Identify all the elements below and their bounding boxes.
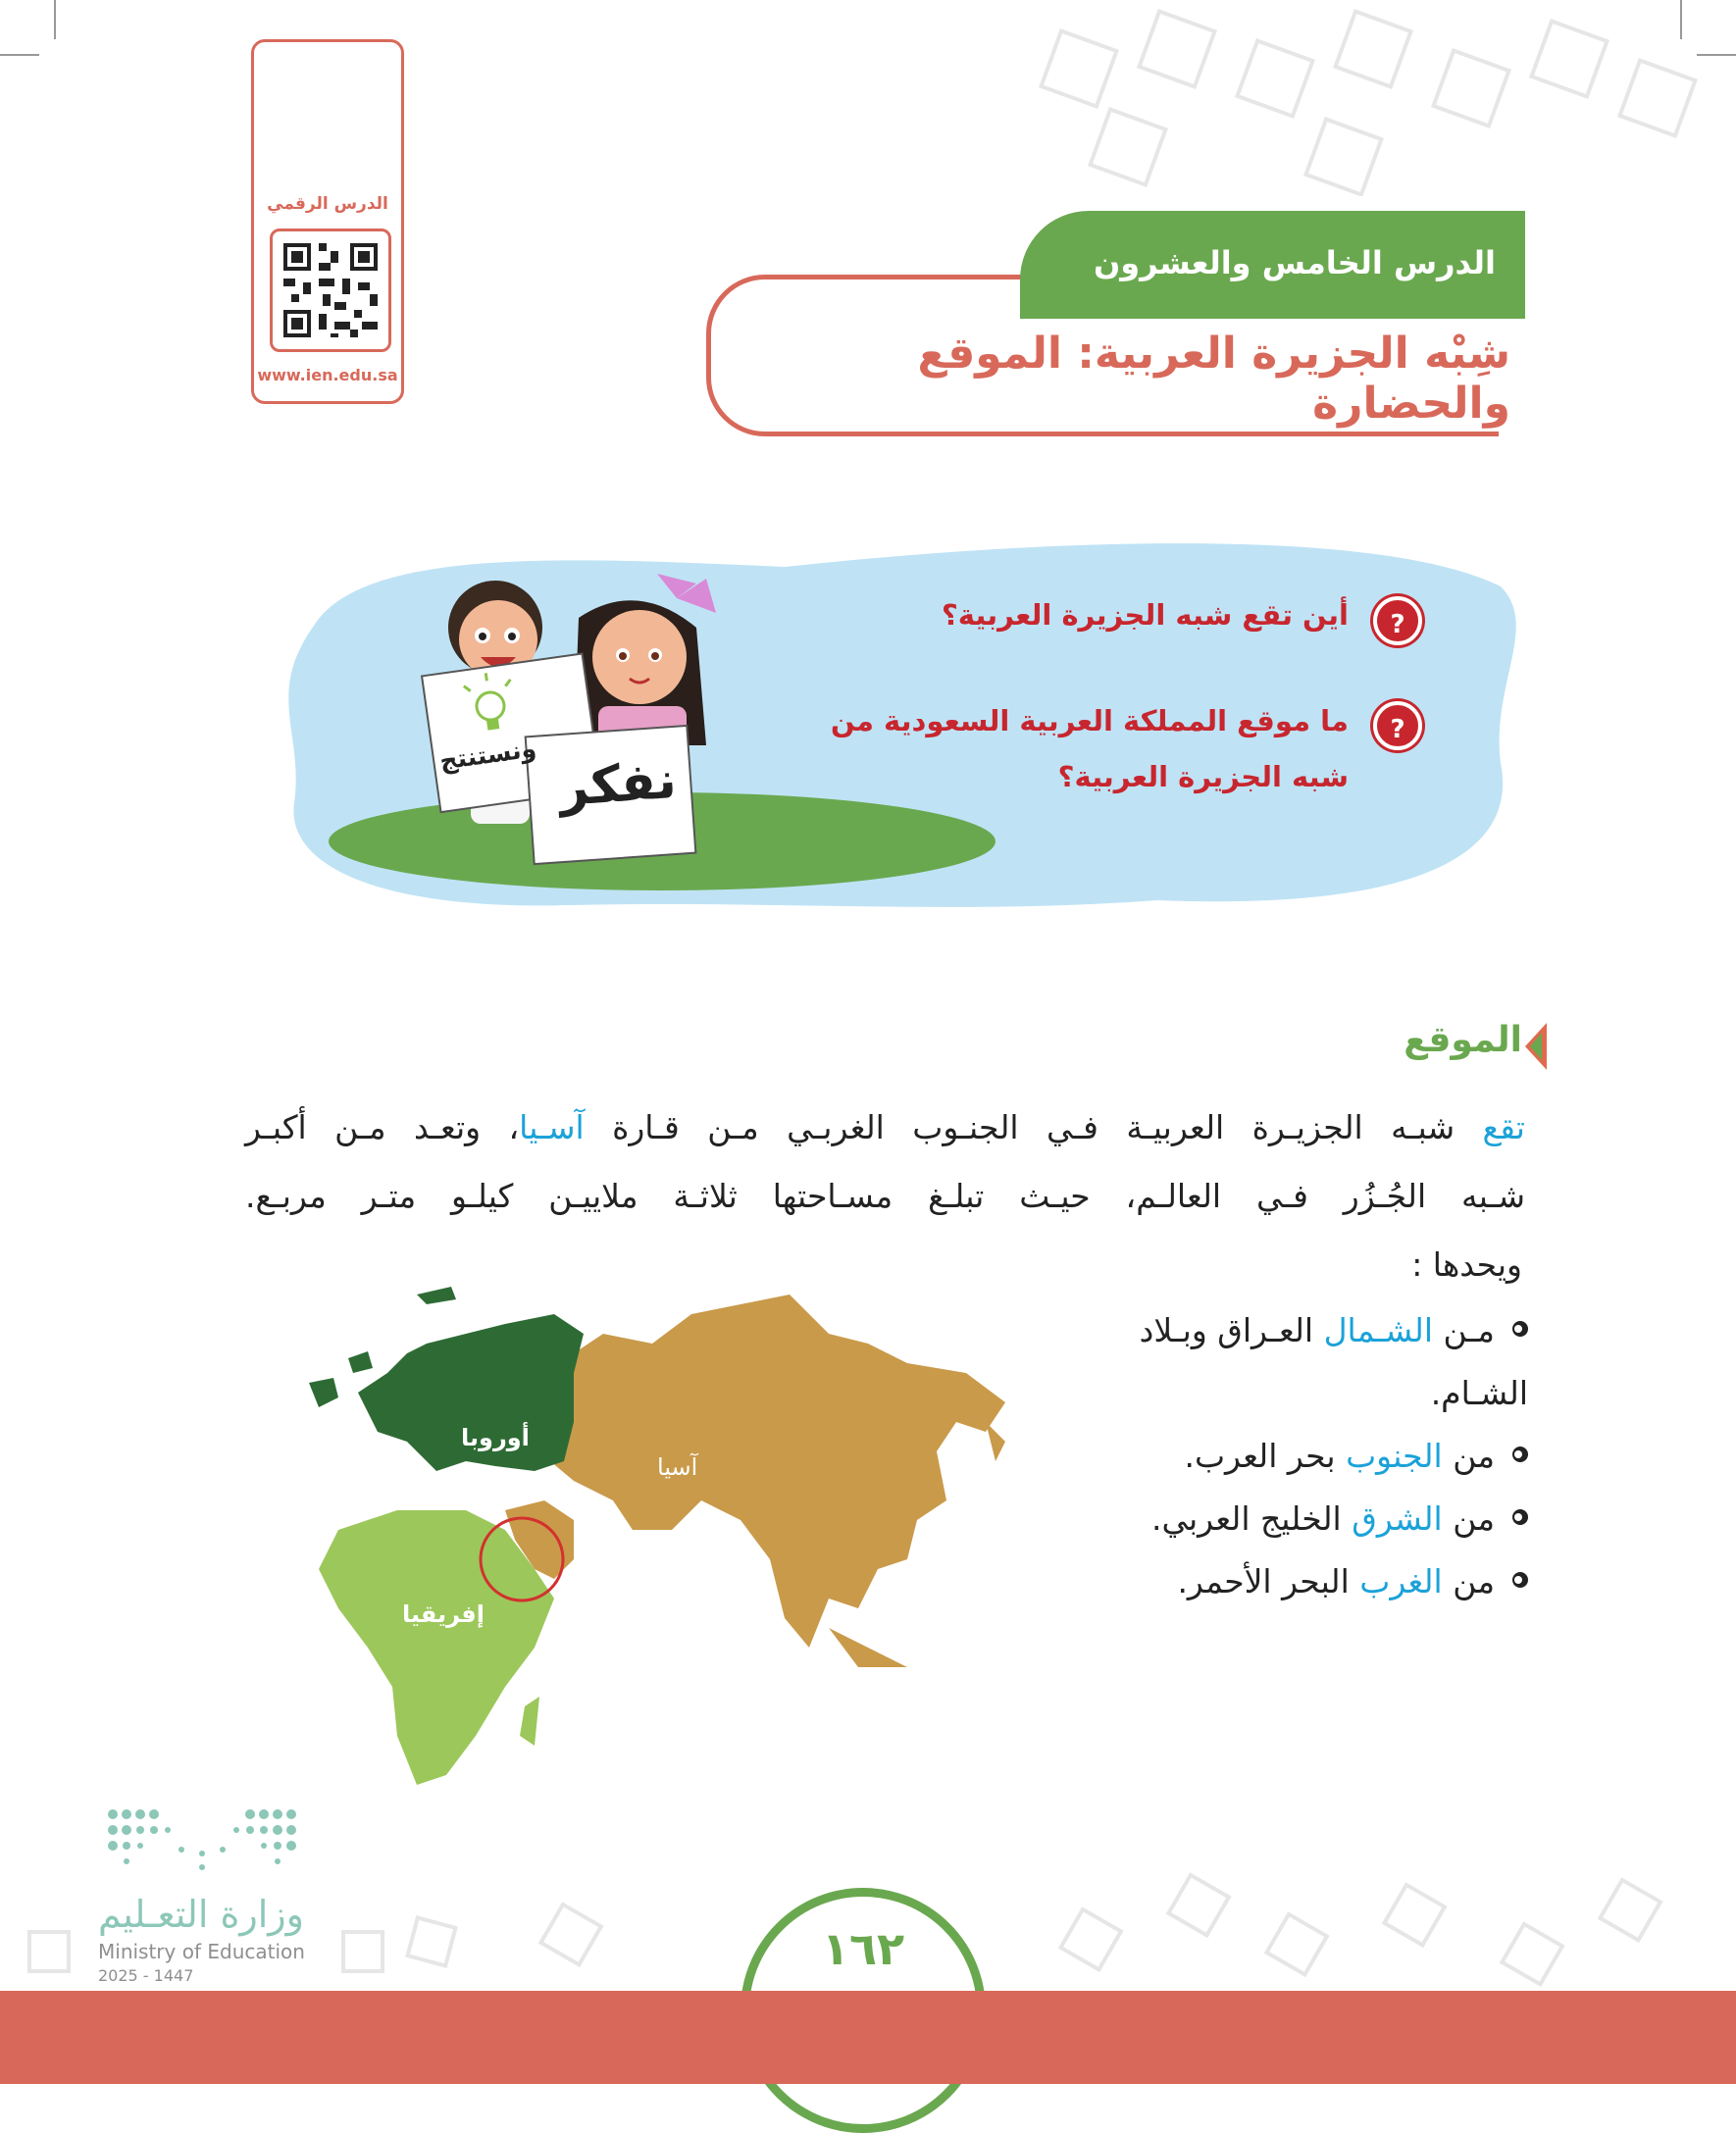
ministry-logo-icon: [103, 1804, 309, 1883]
lesson-title: شِبْه الجزيرة العربية: الموقع والحضارة: [917, 329, 1510, 429]
question-bubble-icon: ?: [1373, 701, 1422, 750]
text-run: ، وتعـد مـن أكبـر: [245, 1108, 520, 1146]
decorative-pattern: [991, 0, 1736, 196]
text-run: بحر العرب.: [1184, 1437, 1347, 1475]
asia-region: [525, 1295, 1005, 1648]
crop-mark: [54, 0, 56, 39]
direction-word: الجنوب: [1346, 1437, 1443, 1475]
edition-year: 2025 - 1447: [98, 1966, 194, 1985]
question-1: أين تقع شبه الجزيرة العربية؟: [941, 598, 1349, 632]
text-run: من: [1442, 1437, 1495, 1475]
text-run: شبـه الجزيـرة العربيـة فـي الجنـوب الغربـي مـن قـارة: [584, 1108, 1483, 1146]
paragraph-line-2: شـبه الجُـزُر فـي العالـم، حيـث تبلـغ مسـاحتها ثلاثـة ملاييـن كيلـو متـر مربـع.: [245, 1177, 1525, 1215]
qr-code[interactable]: [270, 229, 391, 352]
highlight-word: تقع: [1482, 1108, 1525, 1146]
africa-region: [319, 1510, 554, 1785]
paragraph-line-1: [245, 1093, 1525, 1162]
bullet-icon: [1512, 1509, 1528, 1525]
question-2-line-2: شبه الجزيرة العربية؟: [1057, 760, 1349, 793]
digital-lesson-card[interactable]: [251, 39, 404, 404]
text-run: من: [1442, 1499, 1495, 1538]
footer-bar: [0, 1991, 1736, 2084]
text-run: مـن: [1433, 1311, 1495, 1349]
crop-mark: [1697, 54, 1736, 56]
section-title: الموقع: [1404, 1020, 1522, 1060]
direction-word: الشـمال: [1323, 1311, 1434, 1349]
continents-map: [280, 1275, 1015, 1795]
digital-lesson-url[interactable]: www.ien.edu.sa: [257, 366, 398, 384]
crop-mark: [1680, 0, 1682, 39]
question-2-line-1: ما موقع المملكة العربية السعودية من: [830, 704, 1349, 737]
lesson-number-label: الدرس الخامس والعشرون: [1093, 244, 1496, 281]
direction-word: الغرب: [1359, 1562, 1443, 1600]
page-number: ١٦٢: [821, 1922, 905, 1975]
highlight-word: آسـيا: [519, 1108, 585, 1146]
text-run: الشـام.: [1430, 1374, 1528, 1412]
text-run: العـراق وبـلاد: [1139, 1311, 1324, 1349]
bullet-icon: [1512, 1321, 1528, 1337]
digital-lesson-title: الدرس الرقمي: [267, 194, 388, 214]
paragraph-line-3: ويحدها :: [1411, 1245, 1522, 1284]
ministry-name-arabic: وزارة التعـليم: [98, 1893, 305, 1936]
question-bubble-icon: ?: [1373, 596, 1422, 645]
sign-conclude-label: ونستنتج: [437, 734, 538, 776]
map-label-europe: أوروبا: [461, 1424, 530, 1451]
bullet-icon: [1512, 1572, 1528, 1588]
ministry-name-english: Ministry of Education: [98, 1940, 305, 1963]
crop-mark: [0, 54, 39, 56]
bullet-icon: [1512, 1447, 1528, 1462]
direction-word: الشرق: [1352, 1499, 1443, 1538]
text-run: البحر الأحمر.: [1177, 1562, 1360, 1600]
map-label-asia: آسيا: [657, 1453, 698, 1481]
map-label-africa: إفريقيا: [402, 1600, 485, 1628]
section-chevron-inner-icon: [1530, 1033, 1542, 1060]
text-run: الخليج العربي.: [1150, 1499, 1353, 1538]
lesson-number-tab: [1020, 211, 1525, 319]
sign-think-label: نفكر: [557, 750, 679, 819]
text-run: من: [1442, 1562, 1495, 1600]
